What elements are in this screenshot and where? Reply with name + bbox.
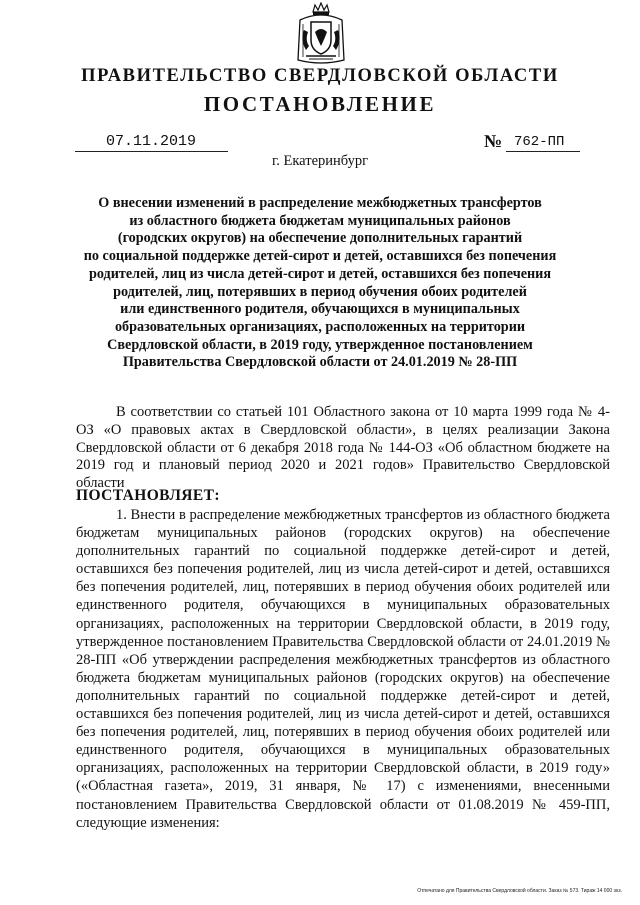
document-date: 07.11.2019	[106, 133, 197, 150]
number-sign: №	[484, 131, 503, 151]
preamble-paragraph: В соответствии со статьей 101 Областного закона от 10 марта 1999 года № 4-ОЗ «О правовых актах в Свердловской области», в целях реализации Закона Свердловской области от 6 декабря 2018 года № 144-ОЗ «Об областном бюджете на 2019 год и плановый период 2020 и 2021 годов» Правительство Свердловской области	[76, 404, 610, 492]
title-line: (городских округов) на обеспечение дополнительных гарантий	[117, 230, 523, 247]
title-line: или единственного родителя, обучающихся в муниципальных	[120, 301, 520, 318]
title-line: из областного бюджета бюджетам муниципальных районов	[129, 212, 511, 229]
document-number: 762-ПП	[514, 134, 565, 150]
resolves-heading: ПОСТАНОВЛЯЕТ:	[76, 487, 220, 504]
title-line: О внесении изменений в распределение межбюджетных трансфертов	[98, 195, 542, 211]
document-title	[60, 195, 580, 372]
date-underline	[75, 151, 228, 152]
city: г. Екатеринбург	[271, 153, 369, 169]
item-1-paragraph: 1. Внести в распределение межбюджетных трансфертов из областного бюджета бюджетам муниципальных районов (городских округов) на обеспечение дополнительных гарантий по социальной поддержке детей-сирот и детей, оставшихся без попечения родителей, лиц из числа детей-сирот и детей, оставшихся без попечения родителей, лиц, потерявших в период обучения обоих родителей или единственного родителя, обучающихся в муниципальных образовательных организациях, расположенных на территории Свердловской области, в 2019 году, утвержденное постановлением Правительства Свердловской области от 24.01.2019 № 28-ПП «Об утверждении распределения межбюджетных трансфертов из областного бюджета бюджетам муниципальных районов (городских округов) на обеспечение дополнительных гарантий по социальной поддержке детей-сирот и детей, оставшихся без попечения родителей, лиц из числа детей-сирот и детей, оставшихся без попечения родителей, лиц, потерявших в период обучения обоих родителей или единственного родителя, обучающихся в муниципальных образовательных организациях, расположенных на территории Свердловской области, в 2019 году» («Областная газета», 2019, 31 января, № 17) с изменениями, внесенными постановлением Правительства Свердловской области от 01.08.2019 № 459-ПП, следующие изменения:	[76, 507, 610, 831]
coat-of-arms-icon	[294, 2, 348, 66]
title-line: родителей, лиц, потерявших в период обучения обоих родителей	[113, 283, 527, 300]
title-line: по социальной поддержке детей-сирот и детей, оставшихся без попечения	[83, 248, 557, 265]
title-line: родителей, лиц из числа детей-сирот и детей, оставшихся без попечения	[88, 265, 552, 282]
title-line: Правительства Свердловской области от 24.01.2019 № 28-ПП	[122, 354, 518, 371]
print-imprint: Отпечатано для Правительства Свердловской области. Заказ № 573. Тираж 14 000 экз.	[417, 888, 622, 894]
number-underline	[506, 151, 580, 152]
title-line: Свердловской области, в 2019 году, утвержденное постановлением	[107, 336, 533, 353]
document-type: ПОСТАНОВЛЕНИЕ	[203, 92, 437, 116]
title-line: образовательных организациях, расположенных на территории	[114, 318, 526, 335]
government-name: ПРАВИТЕЛЬСТВО СВЕРДЛОВСКОЙ ОБЛАСТИ	[81, 66, 559, 86]
